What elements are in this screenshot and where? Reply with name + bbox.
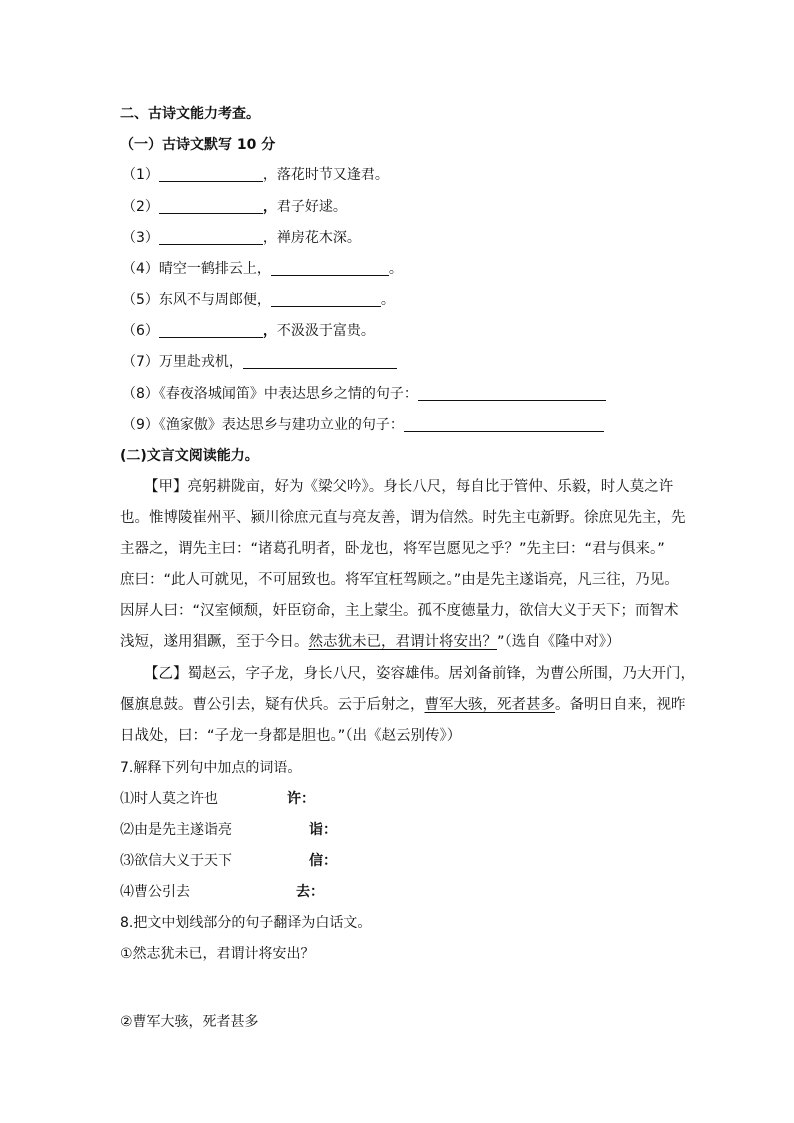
item-text: 不汲汲于富贵。 (276, 323, 375, 339)
item-number: （2） (122, 199, 159, 215)
item-text: 君子好逑。 (276, 199, 347, 215)
q7-item: ⑵由是先主遂诣亮 (120, 822, 232, 838)
main-heading: 二、古诗文能力考查。 (120, 106, 260, 122)
q7-word: 信： (309, 853, 337, 869)
passage-jia-line: 主器之，谓先主曰：“诸葛孔明者，卧龙也，将军岂愿见之乎？”先主曰：“君与俱来。” (120, 541, 665, 557)
item-text: 万里赴戎机， (158, 354, 243, 370)
fill-item-8 (122, 384, 606, 404)
item-number: （6） (122, 323, 159, 339)
q7-title: 7.解释下列句中加点的词语。 (120, 760, 302, 776)
item-number: （7） (122, 354, 159, 370)
answer-blank[interactable] (159, 167, 263, 182)
underlined-sentence: 曹军大骇，死者甚多 (424, 697, 555, 713)
item-comma: ， (262, 323, 277, 339)
q7-item: ⑷曹公引去 (120, 884, 190, 900)
fill-item-1 (122, 165, 389, 185)
fill-item-9 (122, 415, 604, 435)
item-text: ，禅房花木深。 (262, 230, 361, 246)
answer-blank[interactable] (271, 261, 389, 276)
fill-item-5 (122, 290, 395, 310)
fill-item-4 (122, 259, 403, 279)
passage-yi-line (120, 695, 686, 715)
passage-text: 。备明日自来，视昨 (555, 697, 686, 713)
passage-jia-line: 庶曰：“此人可就见，不可屈致也。将军宜枉驾顾之。”由是先主遂诣亮，凡三往，乃见。 (120, 572, 679, 588)
fill-item-2 (122, 197, 347, 217)
q8-item: ①然志犹未已，君谓计将安出？ (120, 946, 315, 962)
q8-title: 8.把文中划线部分的句子翻译为白话文。 (120, 915, 372, 931)
q7-word: 去： (296, 884, 324, 900)
answer-blank[interactable] (418, 386, 606, 401)
answer-blank[interactable] (159, 323, 263, 338)
item-number: （9） (122, 417, 159, 433)
passage-text: 浅短，遂用猖蹶，至于今日。 (120, 634, 309, 650)
item-text: ，落花时节又逢君。 (262, 167, 389, 183)
passage-source: ”（选自《隆中对》） (497, 634, 621, 650)
item-end: 。 (388, 261, 403, 277)
q7-word: 诣： (309, 822, 337, 838)
item-number: （8） (122, 386, 159, 402)
item-number: （4） (122, 261, 159, 277)
section2-title: (二)文言文阅读能力。 (120, 448, 259, 464)
q8-item: ②曹军大骇，死者甚多 (120, 1014, 259, 1030)
item-text: 《春夜洛城闻笛》中表达思乡之情的句子： (158, 386, 418, 402)
item-number: （1） (122, 167, 159, 183)
passage-yi-line: 【乙】蜀赵云，字子龙，身长八尺，姿容雄伟。居刘备前锋，为曹公所围，乃大开门， (144, 666, 695, 682)
fill-item-3 (122, 228, 361, 248)
passage-text: 偃旗息鼓。曹公引去，疑有伏兵。云于后射之， (120, 697, 425, 713)
answer-blank[interactable] (159, 199, 263, 214)
answer-blank[interactable] (159, 230, 263, 245)
q7-item: ⑶欲信大义于天下 (120, 853, 232, 869)
answer-blank[interactable] (271, 292, 381, 307)
underlined-sentence: 然志犹未已，君谓计将安出？ (308, 634, 497, 650)
item-number: （3） (122, 230, 159, 246)
q7-word: 许： (287, 791, 315, 807)
q7-item: ⑴时人莫之许也 (120, 791, 218, 807)
item-number: （5） (122, 292, 159, 308)
passage-jia-line: 也。惟博陵崔州平、颍川徐庶元直与亮友善，谓为信然。时先主屯新野。徐庶见先主，先 (120, 510, 686, 526)
passage-jia-line (120, 632, 621, 652)
fill-item-6 (122, 321, 375, 341)
passage-jia-line: 【甲】亮躬耕陇亩，好为《梁父吟》。身长八尺，每自比于管仲、乐毅，时人莫之许 (144, 479, 674, 495)
passage-jia-line: 因屏人曰：“汉室倾颓，奸臣窃命，主上蒙尘。孤不度德量力，欲信大义于天下；而智术 (120, 603, 679, 619)
item-text: 《渔家傲》表达思乡与建功立业的句子： (158, 417, 404, 433)
fill-item-7 (122, 352, 397, 372)
item-comma: ， (262, 199, 277, 215)
item-end: 。 (380, 292, 395, 308)
item-text: 东风不与周郎便， (158, 292, 271, 308)
answer-blank[interactable] (404, 417, 604, 432)
answer-blank[interactable] (243, 354, 397, 369)
section1-title: （一）古诗文默写 10 分 (120, 137, 276, 153)
item-text: 晴空一鹤排云上， (158, 261, 271, 277)
passage-yi-line: 日战处，曰：“子龙一身都是胆也。”（出《赵云别传》） (120, 728, 462, 744)
